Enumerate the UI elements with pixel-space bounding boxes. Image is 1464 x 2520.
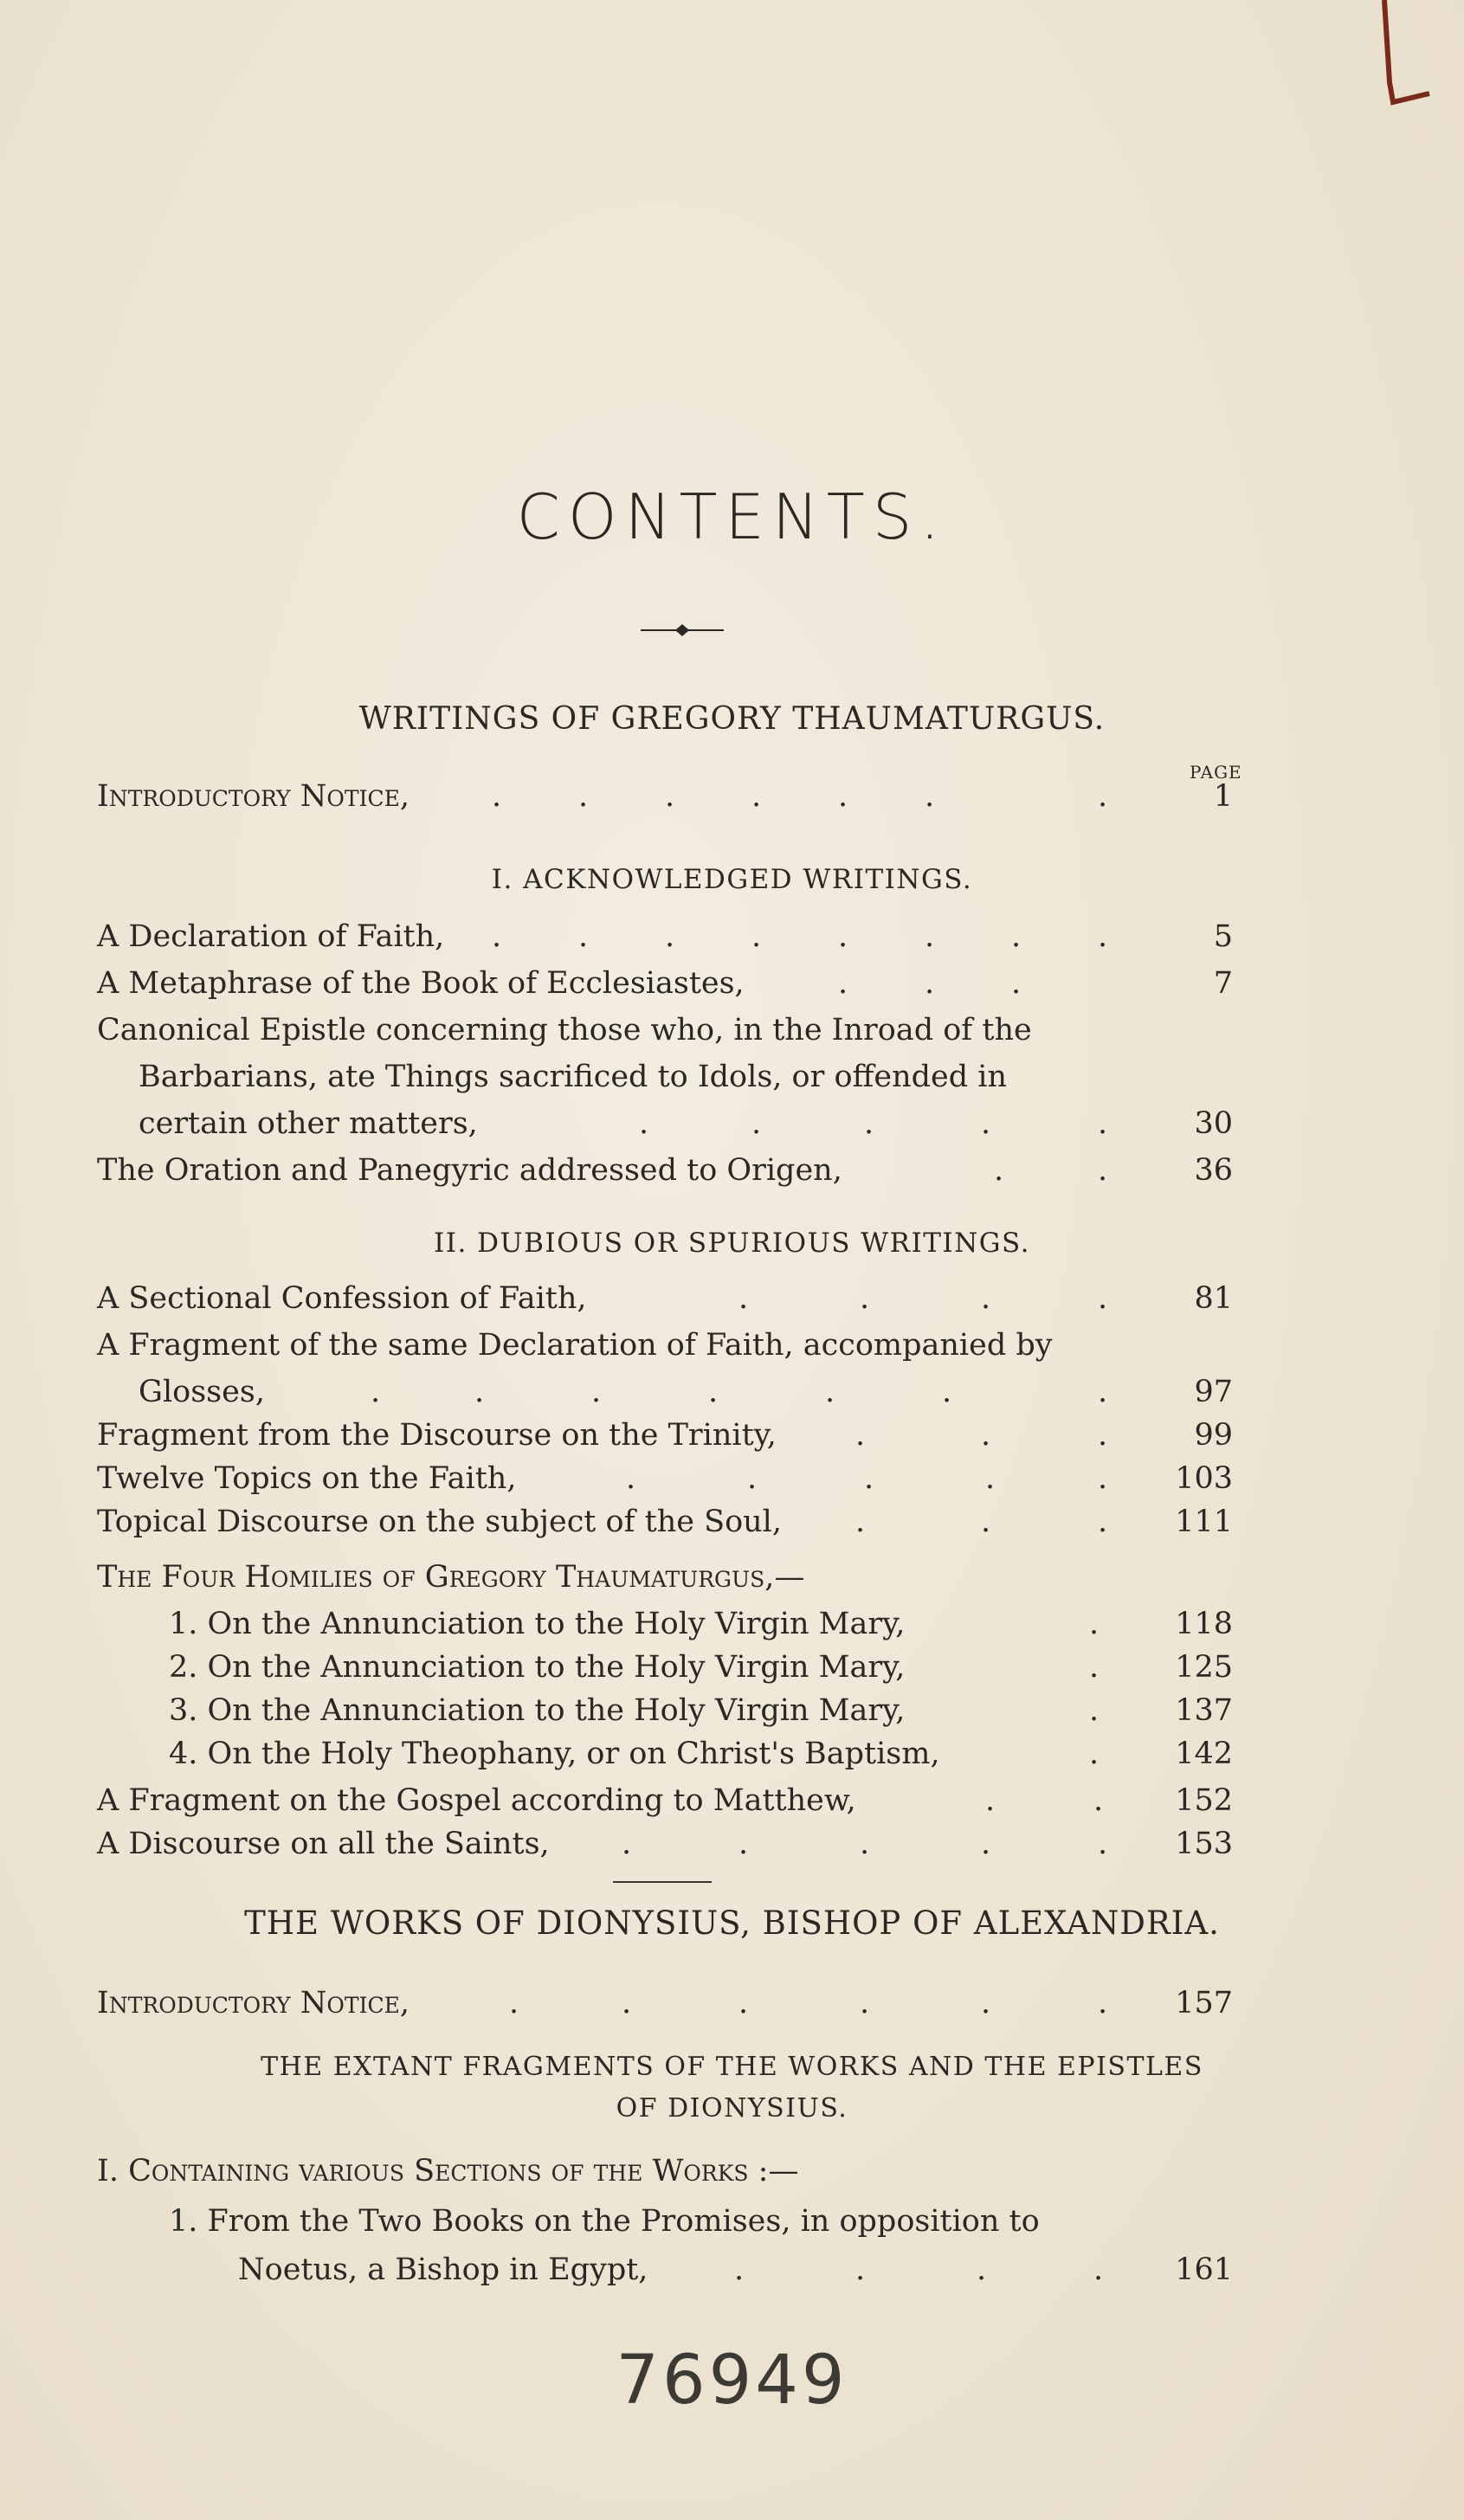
toc-entry-page: 81 bbox=[1194, 1281, 1233, 1316]
toc-entry[interactable]: A Sectional Confession of Faith, . . . . 81 bbox=[97, 1281, 1233, 1316]
toc-entry-title: 1. From the Two Books on the Promises, in opposition to bbox=[169, 2204, 1040, 2239]
page-title: CONTENTS. bbox=[516, 480, 948, 553]
toc-entry[interactable]: 4. On the Holy Theophany, or on Christ's Baptism, . 142 bbox=[169, 1737, 1233, 1771]
homilies-group-heading bbox=[0, 1560, 1464, 1598]
toc-entry[interactable]: A Metaphrase of the Book of Ecclesiastes, . . . 7 bbox=[97, 966, 1233, 1001]
toc-entry-page: 142 bbox=[1175, 1737, 1233, 1771]
accession-number-stamp: 76949 bbox=[616, 2342, 848, 2420]
toc-entry-page: 99 bbox=[1194, 1418, 1233, 1453]
toc-entry-page: 157 bbox=[1175, 1986, 1233, 2021]
toc-entry-page: 152 bbox=[1175, 1783, 1233, 1818]
toc-entry-page: 97 bbox=[1194, 1375, 1233, 1409]
toc-entry-page: 137 bbox=[1175, 1693, 1233, 1728]
toc-entry-title: A Declaration of Faith, bbox=[97, 919, 445, 954]
toc-entry-title: 1. On the Annunciation to the Holy Virgin Mary, bbox=[169, 1607, 906, 1641]
toc-entry-title: 3. On the Annunciation to the Holy Virgin Mary, bbox=[169, 1693, 906, 1728]
toc-entry[interactable]: Glosses, . . . . . . . 97 bbox=[139, 1375, 1233, 1409]
part-heading-acknowledged: I. ACKNOWLEDGED WRITINGS. bbox=[491, 864, 973, 895]
section-heading-dionysius: THE WORKS OF DIONYSIUS, BISHOP OF ALEXANDRIA. bbox=[244, 1905, 1220, 1942]
toc-entry-page: 153 bbox=[1175, 1827, 1233, 1861]
toc-entry-title: Introductory Notice, bbox=[97, 779, 410, 814]
toc-entry[interactable]: Topical Discourse on the subject of the Soul, . . . 111 bbox=[97, 1505, 1233, 1539]
toc-entry[interactable]: Introductory Notice, . . . . . . 157 bbox=[97, 1986, 1233, 2021]
toc-entry-page: 30 bbox=[1194, 1106, 1233, 1141]
toc-entry-line[interactable] bbox=[0, 1328, 1464, 1366]
toc-entry-title: A Fragment on the Gospel according to Matthew, bbox=[97, 1783, 856, 1818]
toc-entry[interactable]: A Fragment on the Gospel according to Matthew, . . 152 bbox=[97, 1783, 1233, 1818]
ornament-divider bbox=[641, 622, 724, 639]
toc-group-title: The Four Homilies of Gregory Thaumaturgus,— bbox=[97, 1560, 805, 1595]
fragments-heading-line1: THE EXTANT FRAGMENTS OF THE WORKS AND THE EPISTLES bbox=[261, 2052, 1203, 2082]
toc-entry[interactable]: 3. On the Annunciation to the Holy Virgin Mary, . 137 bbox=[169, 1693, 1233, 1728]
toc-entry-page: 118 bbox=[1175, 1607, 1233, 1641]
toc-entry-page: 5 bbox=[1213, 919, 1233, 954]
toc-entry-line[interactable] bbox=[0, 2204, 1464, 2242]
section-heading-gregory: WRITINGS OF GREGORY THAUMATURGUS. bbox=[358, 701, 1106, 737]
toc-entry-page: 111 bbox=[1175, 1505, 1233, 1539]
toc-entry[interactable]: Twelve Topics on the Faith, . . . . . 103 bbox=[97, 1461, 1233, 1496]
toc-entry-title: 4. On the Holy Theophany, or on Christ's Baptism, bbox=[169, 1737, 940, 1771]
toc-entry[interactable]: A Declaration of Faith, . . . . . . . . 5 bbox=[97, 919, 1233, 954]
toc-entry-title-continued: Noetus, a Bishop in Egypt, bbox=[238, 2253, 648, 2287]
toc-entry-line[interactable] bbox=[0, 1013, 1464, 1051]
toc-entry[interactable]: Introductory Notice, . . . . . . . 1 bbox=[97, 779, 1233, 814]
toc-entry-page: 1 bbox=[1213, 779, 1233, 814]
toc-entry-title: A Discourse on all the Saints, bbox=[97, 1827, 550, 1861]
toc-entry-page: 7 bbox=[1213, 966, 1233, 1001]
toc-entry-title: Twelve Topics on the Faith, bbox=[97, 1461, 517, 1496]
toc-entry[interactable]: Noetus, a Bishop in Egypt, . . . . 161 bbox=[238, 2253, 1233, 2287]
toc-entry-title: A Metaphrase of the Book of Ecclesiastes, bbox=[97, 966, 745, 1001]
toc-entry-title: 2. On the Annunciation to the Holy Virgin Mary, bbox=[169, 1650, 906, 1685]
toc-entry-title: Topical Discourse on the subject of the Soul, bbox=[97, 1505, 783, 1539]
toc-entry[interactable]: A Discourse on all the Saints, . . . . . 153 bbox=[97, 1827, 1233, 1861]
page-column-label: PAGE bbox=[1190, 762, 1242, 783]
toc-entry[interactable]: The Oration and Panegyric addressed to Origen, . . 36 bbox=[97, 1153, 1233, 1188]
toc-entry-title-continued: certain other matters, bbox=[139, 1106, 478, 1141]
corner-pencil-mark bbox=[1377, 0, 1447, 113]
toc-entry-page: 161 bbox=[1175, 2253, 1233, 2287]
toc-entry-title-continued: Glosses, bbox=[139, 1375, 265, 1409]
toc-entry-title: A Sectional Confession of Faith, bbox=[97, 1281, 587, 1316]
toc-entry-page: 36 bbox=[1194, 1153, 1233, 1188]
toc-entry-page: 103 bbox=[1175, 1461, 1233, 1496]
section-divider-rule bbox=[613, 1881, 712, 1883]
toc-entry[interactable]: 2. On the Annunciation to the Holy Virgin Mary, . 125 bbox=[169, 1650, 1233, 1685]
toc-entry-title: Introductory Notice, bbox=[97, 1986, 410, 2021]
fragments-heading-line2: OF DIONYSIUS. bbox=[616, 2093, 848, 2124]
toc-entry-page: 125 bbox=[1175, 1650, 1233, 1685]
toc-entry-title-continued: Barbarians, ate Things sacrificed to Idols, or offended in bbox=[139, 1060, 1008, 1094]
toc-entry-title: Fragment from the Discourse on the Trinity, bbox=[97, 1418, 777, 1453]
toc-entry[interactable]: 1. On the Annunciation to the Holy Virgin Mary, . 118 bbox=[169, 1607, 1233, 1641]
toc-entry[interactable]: Fragment from the Discourse on the Trinity, . . . 99 bbox=[97, 1418, 1233, 1453]
toc-entry-title: A Fragment of the same Declaration of Faith, accompanied by bbox=[97, 1328, 1053, 1363]
toc-group-title: I. Containing various Sections of the Works :— bbox=[97, 2154, 799, 2188]
toc-entry[interactable]: certain other matters, . . . . . 30 bbox=[139, 1106, 1233, 1141]
toc-entry-line[interactable] bbox=[0, 1060, 1464, 1098]
toc-entry-title: Canonical Epistle concerning those who, in the Inroad of the bbox=[97, 1013, 1032, 1047]
part-heading-dubious: II. DUBIOUS OR SPURIOUS WRITINGS. bbox=[433, 1228, 1031, 1259]
toc-entry-title: The Oration and Panegyric addressed to Origen, bbox=[97, 1153, 842, 1188]
works-group-heading bbox=[0, 2154, 1464, 2192]
